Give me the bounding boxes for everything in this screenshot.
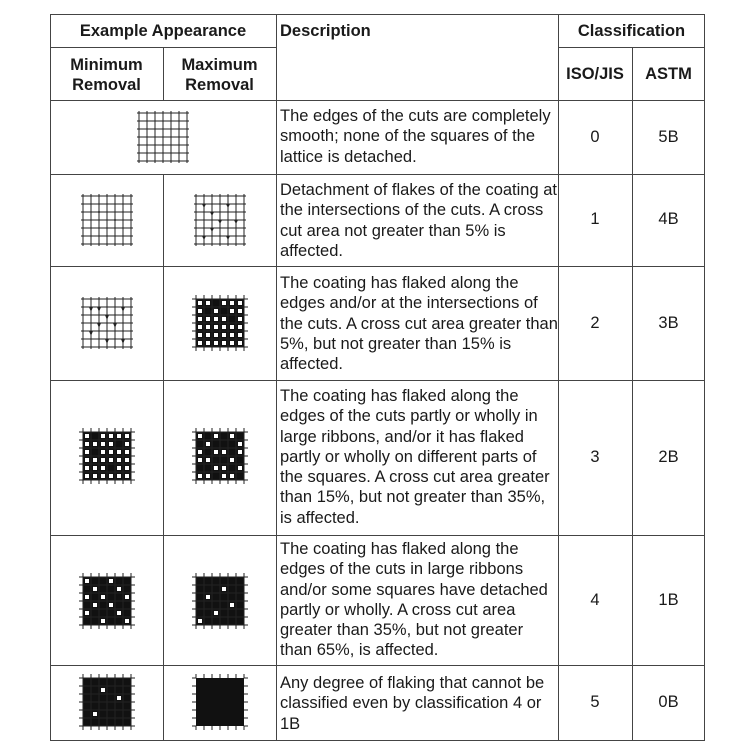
header-maximum-removal: Maximum Removal xyxy=(181,56,258,94)
row-2-min-lattice-illustration xyxy=(77,293,137,353)
table-border-left xyxy=(50,14,51,741)
header-classification: Classification xyxy=(577,22,686,40)
row-5-description: Any degree of flaking that cannot be classified even by classification 4 or 1B xyxy=(280,674,545,733)
row-2-iso: 2 xyxy=(590,314,600,332)
row-divider xyxy=(50,100,705,101)
row-4-description: The coating has flaked along the edges of the cuts in large ribbons and/or some squares have detached partly or wholly. A cross cut area greater than 35%, but not greater than 65%, is affected. xyxy=(280,540,548,660)
row-5-iso: 5 xyxy=(590,693,600,711)
row-3-max-lattice-illustration xyxy=(190,426,250,486)
row-divider xyxy=(50,174,705,175)
table-border-bottom xyxy=(50,740,705,741)
row-3-min-lattice-illustration xyxy=(77,426,137,486)
row-divider xyxy=(50,266,705,267)
row-0-iso: 0 xyxy=(590,128,600,146)
row-1-iso: 1 xyxy=(590,210,600,228)
header-example-appearance: Example Appearance xyxy=(79,22,247,40)
row-2-max-lattice-illustration xyxy=(190,293,250,353)
header-minimum-removal: Minimum Removal xyxy=(70,56,143,94)
col-divider-appearance-description xyxy=(276,14,277,741)
header-astm: ASTM xyxy=(645,65,692,83)
row-1-description: Detachment of flakes of the coating at the intersections of the cuts. A cross cut area not greater than 5% is affected. xyxy=(280,181,557,260)
row-5-astm: 0B xyxy=(658,693,679,711)
row-4-astm: 1B xyxy=(658,591,679,609)
row-2-astm: 3B xyxy=(658,314,679,332)
row-1-min-lattice-illustration xyxy=(77,190,137,250)
row-3-description: The coating has flaked along the edges of the cuts partly or wholly in large ribbons, and/or it has flaked partly or wholly on different parts of the squares. A cross cut area greater than 15%, but not greater than 35%, is affected. xyxy=(280,387,550,527)
row-0-description: The edges of the cuts are completely smooth; none of the squares of the lattice is detached. xyxy=(280,107,551,166)
col-divider-min-max xyxy=(163,174,164,741)
row-0-astm: 5B xyxy=(658,128,679,146)
row-4-max-lattice-illustration xyxy=(190,571,250,631)
adhesion-classification-table xyxy=(50,14,705,741)
row-3-astm: 2B xyxy=(658,448,679,466)
col-divider-description-classification xyxy=(558,14,559,741)
row-0-lattice-illustration xyxy=(133,107,193,167)
header-description: Description xyxy=(280,22,371,40)
row-5-min-lattice-illustration xyxy=(77,672,137,732)
row-3-iso: 3 xyxy=(590,448,600,466)
header-iso-jis: ISO/JIS xyxy=(566,65,624,83)
row-4-min-lattice-illustration xyxy=(77,571,137,631)
row-1-astm: 4B xyxy=(658,210,679,228)
row-5-max-lattice-illustration xyxy=(190,672,250,732)
row-divider xyxy=(50,665,705,666)
row-4-iso: 4 xyxy=(590,591,600,609)
row-divider xyxy=(50,380,705,381)
row-1-max-lattice-illustration xyxy=(190,190,250,250)
row-2-description: The coating has flaked along the edges and/or at the intersections of the cuts. A cross cut area greater than 5%, but not greater than 15% is affected. xyxy=(280,274,558,374)
table-border-right xyxy=(704,14,705,741)
row-divider xyxy=(50,535,705,536)
col-divider-iso-astm xyxy=(632,47,633,741)
table-border-top xyxy=(50,14,705,15)
